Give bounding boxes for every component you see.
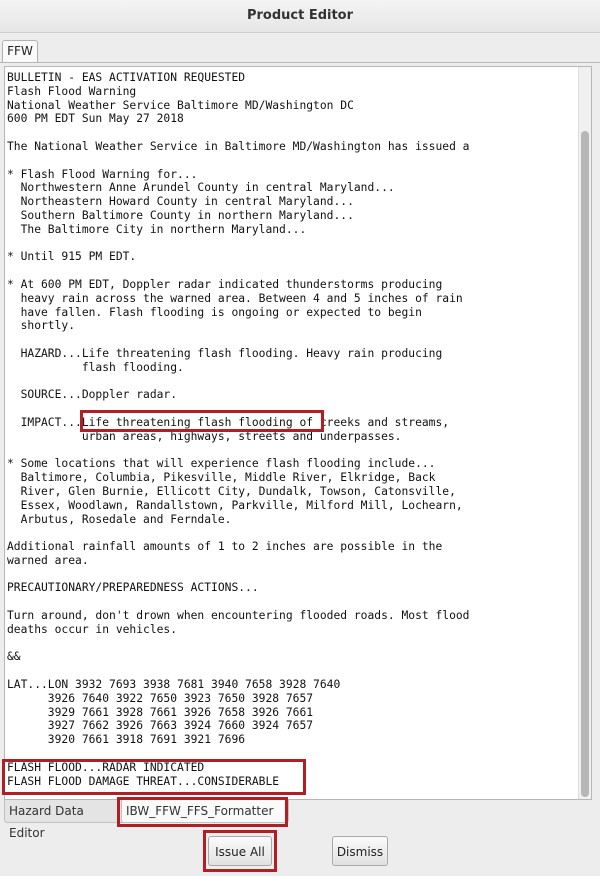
tab-hazard-data-editor[interactable]: Hazard Data Editor <box>4 800 126 823</box>
product-tab-strip <box>0 36 600 63</box>
product-text-editor[interactable] <box>4 66 592 800</box>
vertical-scrollbar[interactable] <box>578 67 591 799</box>
formatter-tab-strip <box>0 798 600 840</box>
window-title: Product Editor <box>0 0 600 33</box>
issue-all-button[interactable]: Issue All <box>208 836 272 866</box>
tab-ffw[interactable]: FFW <box>2 40 38 62</box>
product-text[interactable]: BULLETIN - EAS ACTIVATION REQUESTED Flash Flood Warning National Weather Service Baltimore MD/Washington DC 600 PM EDT Sun May 27 2018 The National Weather Service in Baltimore MD/Washington has issued a * Flash Flood Warning for... Northwestern Anne Arundel County in central Maryland... Northeastern Howard County in central Maryland... Southern Baltimore County in northern Maryland... The Baltimore City in northern Maryland... * Until 915 PM EDT. * At 600 PM EDT, Doppler radar indicated thunderstorms producing heavy rain across the warned area. Between 4 and 5 inches of rain have fallen. Flash flooding is ongoing or expected to begin shortly. HAZARD...Life threatening flash flooding. Heavy rain producing flash flooding. SOURCE...Doppler radar. IMPACT...Life threatening flash flooding of creeks and streams, urban areas, highways, streets and underpasses. * Some locations that will experience flash flooding include... Baltimore, Columbia, Pikesville, Middle River, Elkridge, Back River, Glen Burnie, Ellicott City, Dundalk, Towson, Catonsville, Essex, Woodlawn, Randallstown, Parkville, Milford Mill, Lochearn, Arbutus, Rosedale and Ferndale. Additional rainfall amounts of 1 to 2 inches are possible in the warned area. PRECAUTIONARY/PREPAREDNESS ACTIONS... Turn around, don't drown when encountering flooded roads. Most flood deaths occur in vehicles. && LAT...LON 3932 7693 3938 7681 3940 7658 3928 7640 3926 7640 3922 7650 3923 7650 3928 7657 3929 7661 3928 7661 3926 7658 3926 7661 3927 7662 3926 7663 3924 7660 3924 7657 3920 7661 3918 7691 3921 7696 FLASH FLOOD...RADAR INDICATED FLASH FLOOD DAMAGE THREAT...CONSIDERABLE <box>7 71 470 788</box>
scrollbar-thumb[interactable] <box>581 131 589 797</box>
dismiss-button[interactable]: Dismiss <box>332 836 388 866</box>
tab-ibw-ffw-ffs-formatter[interactable]: IBW_FFW_FFS_Formatter <box>121 800 289 823</box>
